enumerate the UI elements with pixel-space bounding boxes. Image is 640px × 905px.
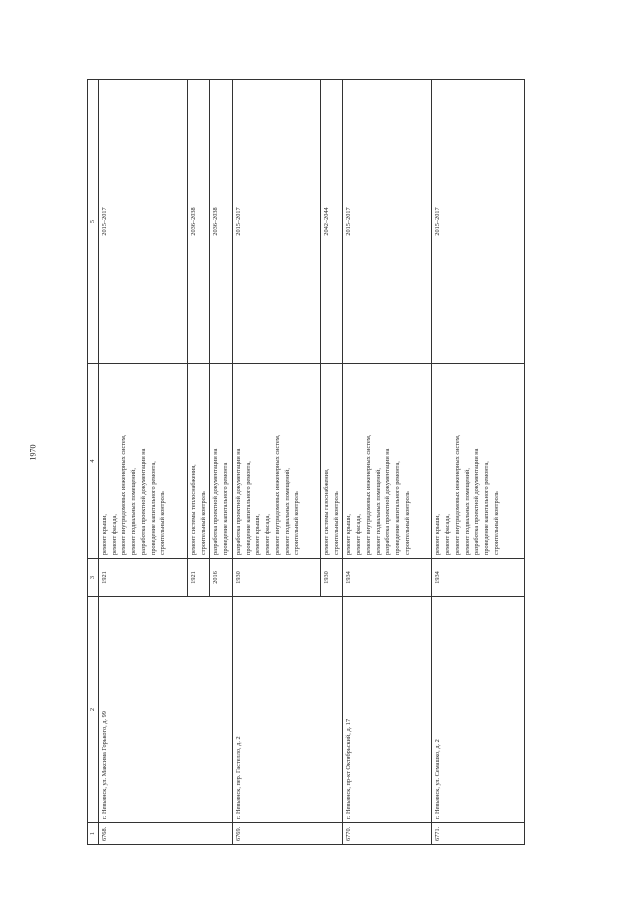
work-item: ремонт фасада, — [110, 514, 118, 555]
work-item: проведение капитального ремонта — [222, 462, 229, 555]
work-item: строительный контроль — [199, 491, 207, 555]
address-cell: г. Невьянск, ул. Семашко, д. 2 — [432, 597, 525, 823]
year-cell: 1934 — [432, 559, 525, 597]
work-item: ремонт системы теплоснабжения, — [189, 464, 197, 555]
works-cell — [432, 364, 525, 559]
row-number: 6770. — [343, 823, 432, 845]
column-number-row — [88, 80, 99, 845]
work-item: ремонт внутридомовых инженерных систем, — [273, 434, 281, 555]
works-cell — [343, 364, 432, 559]
work-item: ремонт внутридомовых инженерных систем, — [120, 434, 128, 555]
page-number: 1970 — [28, 444, 37, 461]
work-item: разработка проектной документации на — [139, 448, 147, 555]
work-item: проведение капитального ремонта, — [394, 461, 401, 555]
period-cell: 2042–2044 — [320, 80, 343, 364]
column-header: 4 — [88, 364, 99, 559]
address-cell: г. Невьянск, пер. Гастелло, д. 2 — [232, 597, 343, 823]
work-item: ремонт крыши, — [100, 513, 108, 555]
rotated-page — [87, 80, 534, 845]
column-header: 3 — [88, 559, 99, 597]
work-item: проведение капитального ремонта, — [244, 461, 252, 555]
year-cell: 1930 — [232, 559, 320, 597]
work-item: ремонт подвальных помещений, — [283, 468, 291, 555]
work-item: ремонт фасада, — [355, 514, 362, 555]
work-item: разработка проектной документации на — [234, 448, 242, 555]
table-row — [343, 80, 432, 845]
period-cell: 2036–2038 — [210, 80, 233, 364]
work-item: ремонт крыши, — [345, 513, 353, 555]
period-cell: 2015–2017 — [232, 80, 320, 364]
work-item: строительный контроль — [492, 491, 500, 555]
table-body — [98, 80, 525, 845]
works-cell — [187, 364, 210, 559]
address-cell: г. Невьянск, пр-кт Октябрьский, д. 17 — [343, 597, 432, 823]
period-cell: 2015–2017 — [343, 80, 432, 364]
work-item: ремонт фасада, — [264, 514, 271, 555]
year-cell: 1921 — [98, 559, 187, 597]
work-item: ремонт подвальных помещений, — [130, 468, 137, 555]
column-header: 2 — [88, 597, 99, 823]
work-item: проведение капитального ремонта, — [483, 461, 490, 555]
capital-repair-table — [87, 79, 525, 845]
row-number: 6769. — [232, 823, 343, 845]
period-cell: 2015–2017 — [98, 80, 187, 364]
row-number: 6771. — [432, 823, 525, 845]
works-cell — [232, 364, 320, 559]
column-header: 5 — [88, 80, 99, 364]
works-cell — [320, 364, 343, 559]
table-row — [232, 80, 320, 845]
row-number: 6768. — [98, 823, 232, 845]
table-row — [98, 80, 187, 845]
work-item: ремонт системы газоснабжения, — [322, 468, 330, 555]
period-cell: 2036–2038 — [187, 80, 210, 364]
work-item: ремонт подвальных помещений, — [374, 468, 382, 555]
work-item: ремонт фасада, — [444, 514, 451, 555]
work-item: строительный контроль — [332, 491, 340, 555]
work-item: строительный контроль — [403, 491, 411, 555]
column-header: 1 — [88, 823, 99, 845]
address-cell: г. Невьянск, ул. Максима Горького, д. 99 — [98, 597, 232, 823]
works-cell — [210, 364, 233, 559]
year-cell: 1934 — [343, 559, 432, 597]
year-cell: 1930 — [320, 559, 343, 597]
work-item: ремонт внутридомовых инженерных систем, — [364, 434, 372, 555]
year-cell: 1921 — [187, 559, 210, 597]
work-item: ремонт крыши, — [434, 513, 442, 555]
work-item: строительный контроль — [293, 491, 301, 555]
rotated-table-frame — [87, 80, 534, 845]
table-row — [432, 80, 525, 845]
works-cell — [98, 364, 187, 559]
work-item: ремонт внутридомовых инженерных систем, — [453, 434, 461, 555]
work-item: разработка проектной документации на — [384, 448, 392, 555]
year-cell: 2016 — [210, 559, 233, 597]
work-item: строительный контроль — [159, 491, 167, 555]
work-item: ремонт подвальных помещений, — [463, 468, 471, 555]
work-item: разработка проектной документации на — [212, 448, 220, 555]
period-cell: 2015–2017 — [432, 80, 525, 364]
work-item: проведение капитального ремонта, — [149, 461, 157, 555]
work-item: ремонт крыши, — [254, 513, 262, 555]
work-item: разработка проектной документации на — [473, 448, 481, 555]
